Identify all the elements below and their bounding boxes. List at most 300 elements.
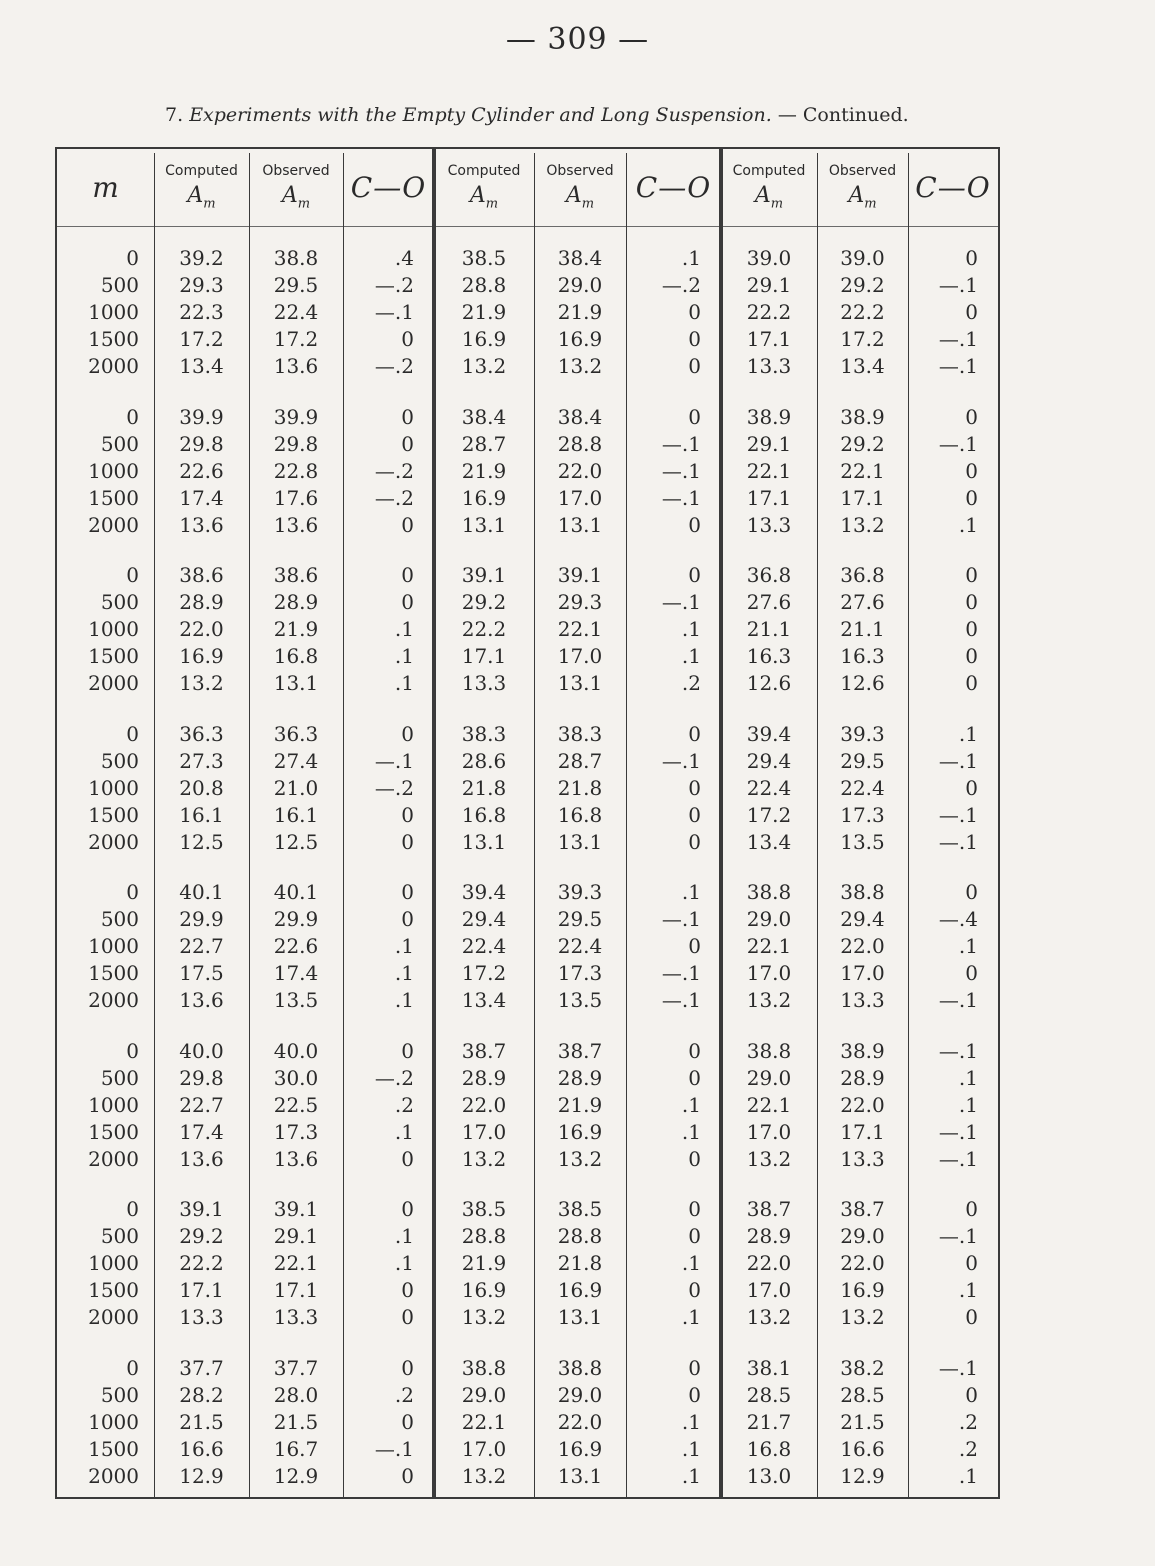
table-cell: 38.4 (557, 404, 603, 429)
table-cell: 17.0 (746, 961, 792, 985)
table-cell: 22.6 (273, 934, 319, 958)
observed-column (817, 1038, 908, 1173)
table-cell: 39.2 (179, 246, 224, 270)
table-cell: 29.5 (840, 748, 885, 773)
observed-column (249, 562, 343, 697)
table-cell: 0 (126, 880, 139, 904)
table-cell: 16.6 (179, 1436, 224, 1461)
table-cell: 16.1 (179, 802, 224, 827)
table-cell: 38.2 (840, 1355, 885, 1380)
observed-column (534, 721, 626, 856)
table-cell: 16.8 (557, 802, 603, 827)
table-cell: —.1 (938, 431, 978, 456)
table-cell: 39.4 (461, 880, 507, 904)
table-cell: 0 (965, 1251, 978, 1275)
header-c-minus-o: C—O (350, 170, 427, 204)
table-cell: 1000 (88, 617, 139, 641)
table-cell: 0 (401, 1409, 414, 1434)
table-cell: .1 (681, 1119, 701, 1144)
table-cell: 13.5 (840, 829, 885, 854)
observed-column (534, 562, 626, 697)
computed-column (154, 1038, 249, 1173)
table-cell: 2000 (88, 988, 139, 1012)
table-cell: 29.9 (179, 907, 224, 931)
c-minus-o-column (908, 1196, 978, 1331)
table-cell: 0 (965, 404, 978, 429)
computed-column (721, 404, 817, 539)
table-cell: 17.2 (461, 961, 507, 985)
table-cell: 16.8 (746, 1436, 792, 1461)
computed-column (721, 562, 817, 697)
table-cell: 38.8 (746, 880, 792, 904)
computed-label: Computed (165, 162, 238, 179)
table-cell: 17.3 (557, 961, 603, 985)
table-cell: 39.1 (461, 563, 507, 587)
table-cell: —.1 (661, 458, 701, 483)
table-cell: 28.9 (179, 590, 224, 614)
table-cell: —.2 (374, 458, 414, 483)
table-cell: 21.0 (273, 775, 319, 800)
table-cell: 38.7 (461, 1038, 507, 1063)
table-cell: 0 (126, 404, 139, 429)
computed-column (434, 404, 534, 539)
table-cell: —.2 (374, 775, 414, 800)
table-cell: 22.1 (273, 1251, 319, 1275)
header-c-minus-o: C—O (915, 170, 991, 204)
table-cell: 17.0 (461, 1119, 507, 1144)
table-cell: 1000 (88, 934, 139, 958)
table-cell: 13.3 (273, 1305, 319, 1329)
table-cell: 29.8 (273, 431, 319, 456)
table-cell: 28.5 (746, 1382, 792, 1407)
table-cell: 38.9 (840, 1038, 885, 1063)
table-cell: 38.9 (840, 404, 885, 429)
table-cell: 17.0 (746, 1119, 792, 1144)
table-cell: 21.9 (273, 617, 319, 641)
table-cell: 39.1 (557, 563, 603, 587)
table-cell: 22.0 (840, 1092, 885, 1117)
computed-column (154, 1355, 249, 1490)
observed-column (534, 245, 626, 380)
caption-title: Experiments with the Empty Cylinder and Long Suspension. (189, 104, 772, 126)
table-cell: 0 (401, 590, 414, 614)
table-cell: —.2 (374, 354, 414, 378)
table-cell: 0 (965, 563, 978, 587)
table-cell: 2000 (88, 1305, 139, 1329)
table-cell: 39.0 (840, 246, 885, 270)
table-cell: 0 (688, 1038, 701, 1063)
table-cell: 16.3 (840, 644, 885, 668)
c-minus-o-column (626, 1038, 701, 1173)
table-cell: 29.2 (179, 1224, 224, 1248)
table-cell: 38.1 (746, 1355, 792, 1380)
table-cell: 2000 (88, 1146, 139, 1171)
table-cell: 28.9 (840, 1065, 885, 1090)
table-cell: 13.2 (179, 671, 224, 695)
table-cell: 12.5 (273, 829, 319, 854)
table-cell: 0 (401, 431, 414, 456)
observed-column (249, 404, 343, 539)
table-cell: 29.5 (557, 907, 603, 931)
table-cell: 21.9 (557, 1092, 603, 1117)
c-minus-o-column (343, 1038, 414, 1173)
table-cell: .1 (394, 988, 414, 1012)
table-cell: 1500 (88, 802, 139, 827)
computed-column (154, 404, 249, 539)
computed-column (721, 1355, 817, 1490)
table-cell: 0 (126, 563, 139, 587)
table-cell: 0 (126, 246, 139, 270)
table-cell: 500 (100, 1382, 139, 1407)
table-cell: 39.0 (746, 246, 792, 270)
table-cell: 22.5 (273, 1092, 319, 1117)
table-cell: 16.8 (273, 644, 319, 668)
table-caption (165, 104, 909, 126)
table-cell: 0 (965, 775, 978, 800)
table-cell: 17.5 (179, 961, 224, 985)
c-minus-o-column (908, 721, 978, 856)
table-cell: 16.1 (273, 802, 319, 827)
table-cell: 29.8 (179, 431, 224, 456)
computed-column (154, 879, 249, 1014)
c-minus-o-column (343, 1355, 414, 1490)
table-cell: —.1 (938, 802, 978, 827)
table-cell: .1 (681, 880, 701, 904)
header-observed (534, 149, 626, 225)
observed-column (534, 1038, 626, 1173)
table-cell: 0 (965, 590, 978, 614)
table-cell: —.1 (661, 961, 701, 985)
table-cell: 29.0 (461, 1382, 507, 1407)
table-cell: 13.2 (746, 988, 792, 1012)
table-cell: 0 (126, 1355, 139, 1380)
table-cell: 1500 (88, 1436, 139, 1461)
observed-column (249, 721, 343, 856)
header-computed (434, 149, 534, 225)
computed-label: Computed (732, 162, 806, 179)
computed-column (154, 721, 249, 856)
table-cell: 28.8 (557, 1224, 603, 1248)
table-cell: 29.4 (746, 748, 792, 773)
a-m-symbol: $A_m$ (187, 182, 216, 212)
table-cell: 17.1 (179, 1278, 224, 1302)
table-cell: 29.0 (557, 273, 603, 297)
table-cell: 38.8 (461, 1355, 507, 1380)
table-cell: 17.0 (557, 485, 603, 510)
table-cell: 16.9 (461, 1278, 507, 1302)
table-cell: 17.4 (273, 961, 319, 985)
table-cell: 22.6 (179, 458, 224, 483)
table-cell: 22.0 (557, 458, 603, 483)
table-cell: 13.0 (746, 1463, 792, 1488)
table-cell: 22.1 (746, 934, 792, 958)
table-cell: .1 (681, 644, 701, 668)
table-cell: 17.1 (746, 485, 792, 510)
table-cell: 17.2 (273, 327, 319, 351)
table-cell: 2000 (88, 829, 139, 854)
c-minus-o-column (626, 562, 701, 697)
table-cell: .1 (681, 617, 701, 641)
c-minus-o-column (626, 879, 701, 1014)
table-cell: 22.1 (746, 1092, 792, 1117)
computed-column (721, 245, 817, 380)
table-cell: 38.3 (557, 721, 603, 746)
table-cell: 28.5 (840, 1382, 885, 1407)
m-column (57, 404, 139, 539)
table-cell: 38.5 (461, 1197, 507, 1221)
observed-column (534, 879, 626, 1014)
table-cell: 28.0 (273, 1382, 319, 1407)
table-cell: 38.9 (746, 404, 792, 429)
header-observed (249, 149, 343, 225)
table-cell: 0 (688, 1278, 701, 1302)
header-m: m (92, 170, 119, 204)
table-cell: 13.1 (557, 829, 603, 854)
caption-number: 7. (165, 104, 184, 126)
computed-column (721, 1196, 817, 1331)
table-cell: 39.9 (179, 404, 224, 429)
table-cell: .4 (394, 246, 414, 270)
table-cell: .1 (681, 1092, 701, 1117)
table-cell: 0 (965, 485, 978, 510)
table-cell: 0 (401, 880, 414, 904)
table-cell: 22.0 (840, 1251, 885, 1275)
a-m-subscript: m (864, 196, 877, 212)
table-cell: 0 (965, 617, 978, 641)
table-cell: 13.2 (840, 512, 885, 537)
table-cell: 0 (965, 644, 978, 668)
table-cell: .1 (681, 1436, 701, 1461)
table-cell: 0 (965, 1305, 978, 1329)
table-cell: 13.3 (840, 988, 885, 1012)
table-cell: 21.8 (557, 775, 603, 800)
table-cell: 37.7 (273, 1355, 319, 1380)
c-minus-o-column (908, 1355, 978, 1490)
table-cell: 16.9 (179, 644, 224, 668)
data-table (55, 147, 1000, 1499)
table-cell: 2000 (88, 354, 139, 378)
table-cell: 38.8 (746, 1038, 792, 1063)
table-cell: 27.6 (746, 590, 792, 614)
c-minus-o-column (908, 562, 978, 697)
page-number: — 309 — (505, 22, 650, 57)
c-minus-o-column (343, 562, 414, 697)
table-cell: .1 (394, 617, 414, 641)
table-cell: 17.2 (746, 802, 792, 827)
table-cell: 17.0 (746, 1278, 792, 1302)
table-cell: 22.2 (461, 617, 507, 641)
table-cell: 13.2 (746, 1146, 792, 1171)
m-column (57, 879, 139, 1014)
table-cell: 1000 (88, 1092, 139, 1117)
table-cell: 500 (100, 431, 139, 456)
table-cell: —.2 (661, 273, 701, 297)
table-cell: 13.1 (461, 829, 507, 854)
observed-column (817, 404, 908, 539)
observed-column (249, 879, 343, 1014)
observed-column (817, 721, 908, 856)
computed-column (721, 721, 817, 856)
m-column (57, 1355, 139, 1490)
table-cell: —.1 (938, 1146, 978, 1171)
table-cell: 21.9 (557, 300, 603, 324)
table-cell: 13.2 (557, 1146, 603, 1171)
table-cell: 0 (688, 1146, 701, 1171)
table-cell: 21.8 (461, 775, 507, 800)
c-minus-o-column (908, 879, 978, 1014)
table-cell: 0 (401, 1305, 414, 1329)
c-minus-o-column (343, 245, 414, 380)
table-cell: 28.8 (461, 273, 507, 297)
c-minus-o-column (343, 1196, 414, 1331)
table-cell: 500 (100, 590, 139, 614)
computed-column (434, 562, 534, 697)
table-cell: 27.3 (179, 748, 224, 773)
table-cell: 0 (688, 1197, 701, 1221)
table-cell: 13.1 (557, 671, 603, 695)
table-cell: 0 (688, 829, 701, 854)
m-column (57, 721, 139, 856)
observed-column (817, 562, 908, 697)
c-minus-o-column (908, 404, 978, 539)
table-cell: .2 (394, 1092, 414, 1117)
table-cell: 1000 (88, 458, 139, 483)
observed-column (817, 1196, 908, 1331)
computed-column (154, 1196, 249, 1331)
computed-column (154, 562, 249, 697)
table-cell: 0 (688, 802, 701, 827)
table-cell: 0 (401, 1278, 414, 1302)
table-cell: 12.5 (179, 829, 224, 854)
table-cell: 29.5 (273, 273, 319, 297)
table-cell: 13.6 (273, 1146, 319, 1171)
table-cell: 0 (401, 907, 414, 931)
observed-column (249, 1196, 343, 1331)
a-m-symbol: $A_m$ (848, 182, 877, 212)
table-cell: 29.0 (746, 1065, 792, 1090)
table-cell: 21.1 (840, 617, 885, 641)
table-cell: 0 (688, 404, 701, 429)
table-cell: 13.4 (179, 354, 224, 378)
table-cell: 21.9 (461, 300, 507, 324)
table-cell: 13.3 (840, 1146, 885, 1171)
table-cell: —.1 (938, 829, 978, 854)
table-cell: 21.1 (746, 617, 792, 641)
table-cell: 16.9 (557, 1436, 603, 1461)
table-cell: 22.0 (557, 1409, 603, 1434)
table-cell: 38.5 (557, 1197, 603, 1221)
table-cell: 29.4 (840, 907, 885, 931)
table-cell: 1500 (88, 961, 139, 985)
header-observed (817, 149, 908, 225)
table-cell: 17.4 (179, 1119, 224, 1144)
table-cell: .1 (394, 671, 414, 695)
observed-column (817, 1355, 908, 1490)
table-cell: 22.7 (179, 934, 224, 958)
table-cell: 13.1 (557, 512, 603, 537)
table-cell: 17.3 (273, 1119, 319, 1144)
table-cell: 17.1 (273, 1278, 319, 1302)
table-cell: 37.7 (179, 1355, 224, 1380)
table-cell: 22.7 (179, 1092, 224, 1117)
table-cell: 21.9 (461, 458, 507, 483)
table-cell: 27.4 (273, 748, 319, 773)
table-cell: 13.6 (273, 512, 319, 537)
table-cell: 0 (401, 1197, 414, 1221)
table-cell: 29.3 (179, 273, 224, 297)
table-cell: 29.3 (557, 590, 603, 614)
table-cell: 0 (965, 880, 978, 904)
table-cell: .1 (681, 1463, 701, 1488)
table-cell: .1 (681, 246, 701, 270)
table-cell: 0 (688, 563, 701, 587)
table-cell: 0 (965, 300, 978, 324)
table-cell: 22.0 (746, 1251, 792, 1275)
table-cell: 39.4 (746, 721, 792, 746)
table-cell: 0 (688, 327, 701, 351)
table-cell: 22.4 (840, 775, 885, 800)
table-cell: 22.1 (840, 458, 885, 483)
table-cell: 0 (401, 721, 414, 746)
a-m-symbol: $A_m$ (281, 182, 311, 212)
table-cell: 17.2 (179, 327, 224, 351)
table-cell: 38.4 (557, 246, 603, 270)
c-minus-o-column (343, 879, 414, 1014)
table-cell: 17.3 (840, 802, 885, 827)
table-cell: 0 (965, 458, 978, 483)
table-cell: 0 (688, 1382, 701, 1407)
table-cell: 13.2 (461, 354, 507, 378)
table-cell: 500 (100, 748, 139, 773)
m-column (57, 562, 139, 697)
c-minus-o-column (908, 1038, 978, 1173)
table-cell: —.1 (938, 1038, 978, 1063)
table-cell: —.1 (661, 907, 701, 931)
table-cell: .1 (394, 1224, 414, 1248)
table-cell: 22.4 (557, 934, 603, 958)
c-minus-o-column (626, 245, 701, 380)
computed-column (434, 1355, 534, 1490)
header-computed (154, 149, 249, 225)
table-cell: 0 (688, 512, 701, 537)
table-cell: .2 (681, 671, 701, 695)
table-cell: —.1 (374, 300, 414, 324)
computed-column (721, 879, 817, 1014)
table-cell: 1000 (88, 1251, 139, 1275)
c-minus-o-column (908, 245, 978, 380)
a-m-symbol: $A_m$ (565, 182, 595, 212)
table-cell: 12.9 (840, 1463, 885, 1488)
table-cell: 16.9 (557, 1278, 603, 1302)
table-cell: .1 (394, 1251, 414, 1275)
table-cell: —.1 (661, 431, 701, 456)
table-cell: .1 (958, 1065, 978, 1090)
table-cell: 0 (126, 721, 139, 746)
table-cell: 0 (688, 300, 701, 324)
table-cell: 0 (401, 404, 414, 429)
table-cell: 17.6 (273, 485, 319, 510)
table-cell: —.1 (938, 354, 978, 378)
computed-column (434, 1038, 534, 1173)
table-cell: 22.8 (273, 458, 319, 483)
table-cell: —.1 (938, 327, 978, 351)
table-cell: 13.2 (840, 1305, 885, 1329)
table-cell: 38.7 (557, 1038, 603, 1063)
table-cell: 500 (100, 273, 139, 297)
table-cell: 0 (401, 829, 414, 854)
table-cell: 13.4 (461, 988, 507, 1012)
table-cell: 13.6 (179, 512, 224, 537)
